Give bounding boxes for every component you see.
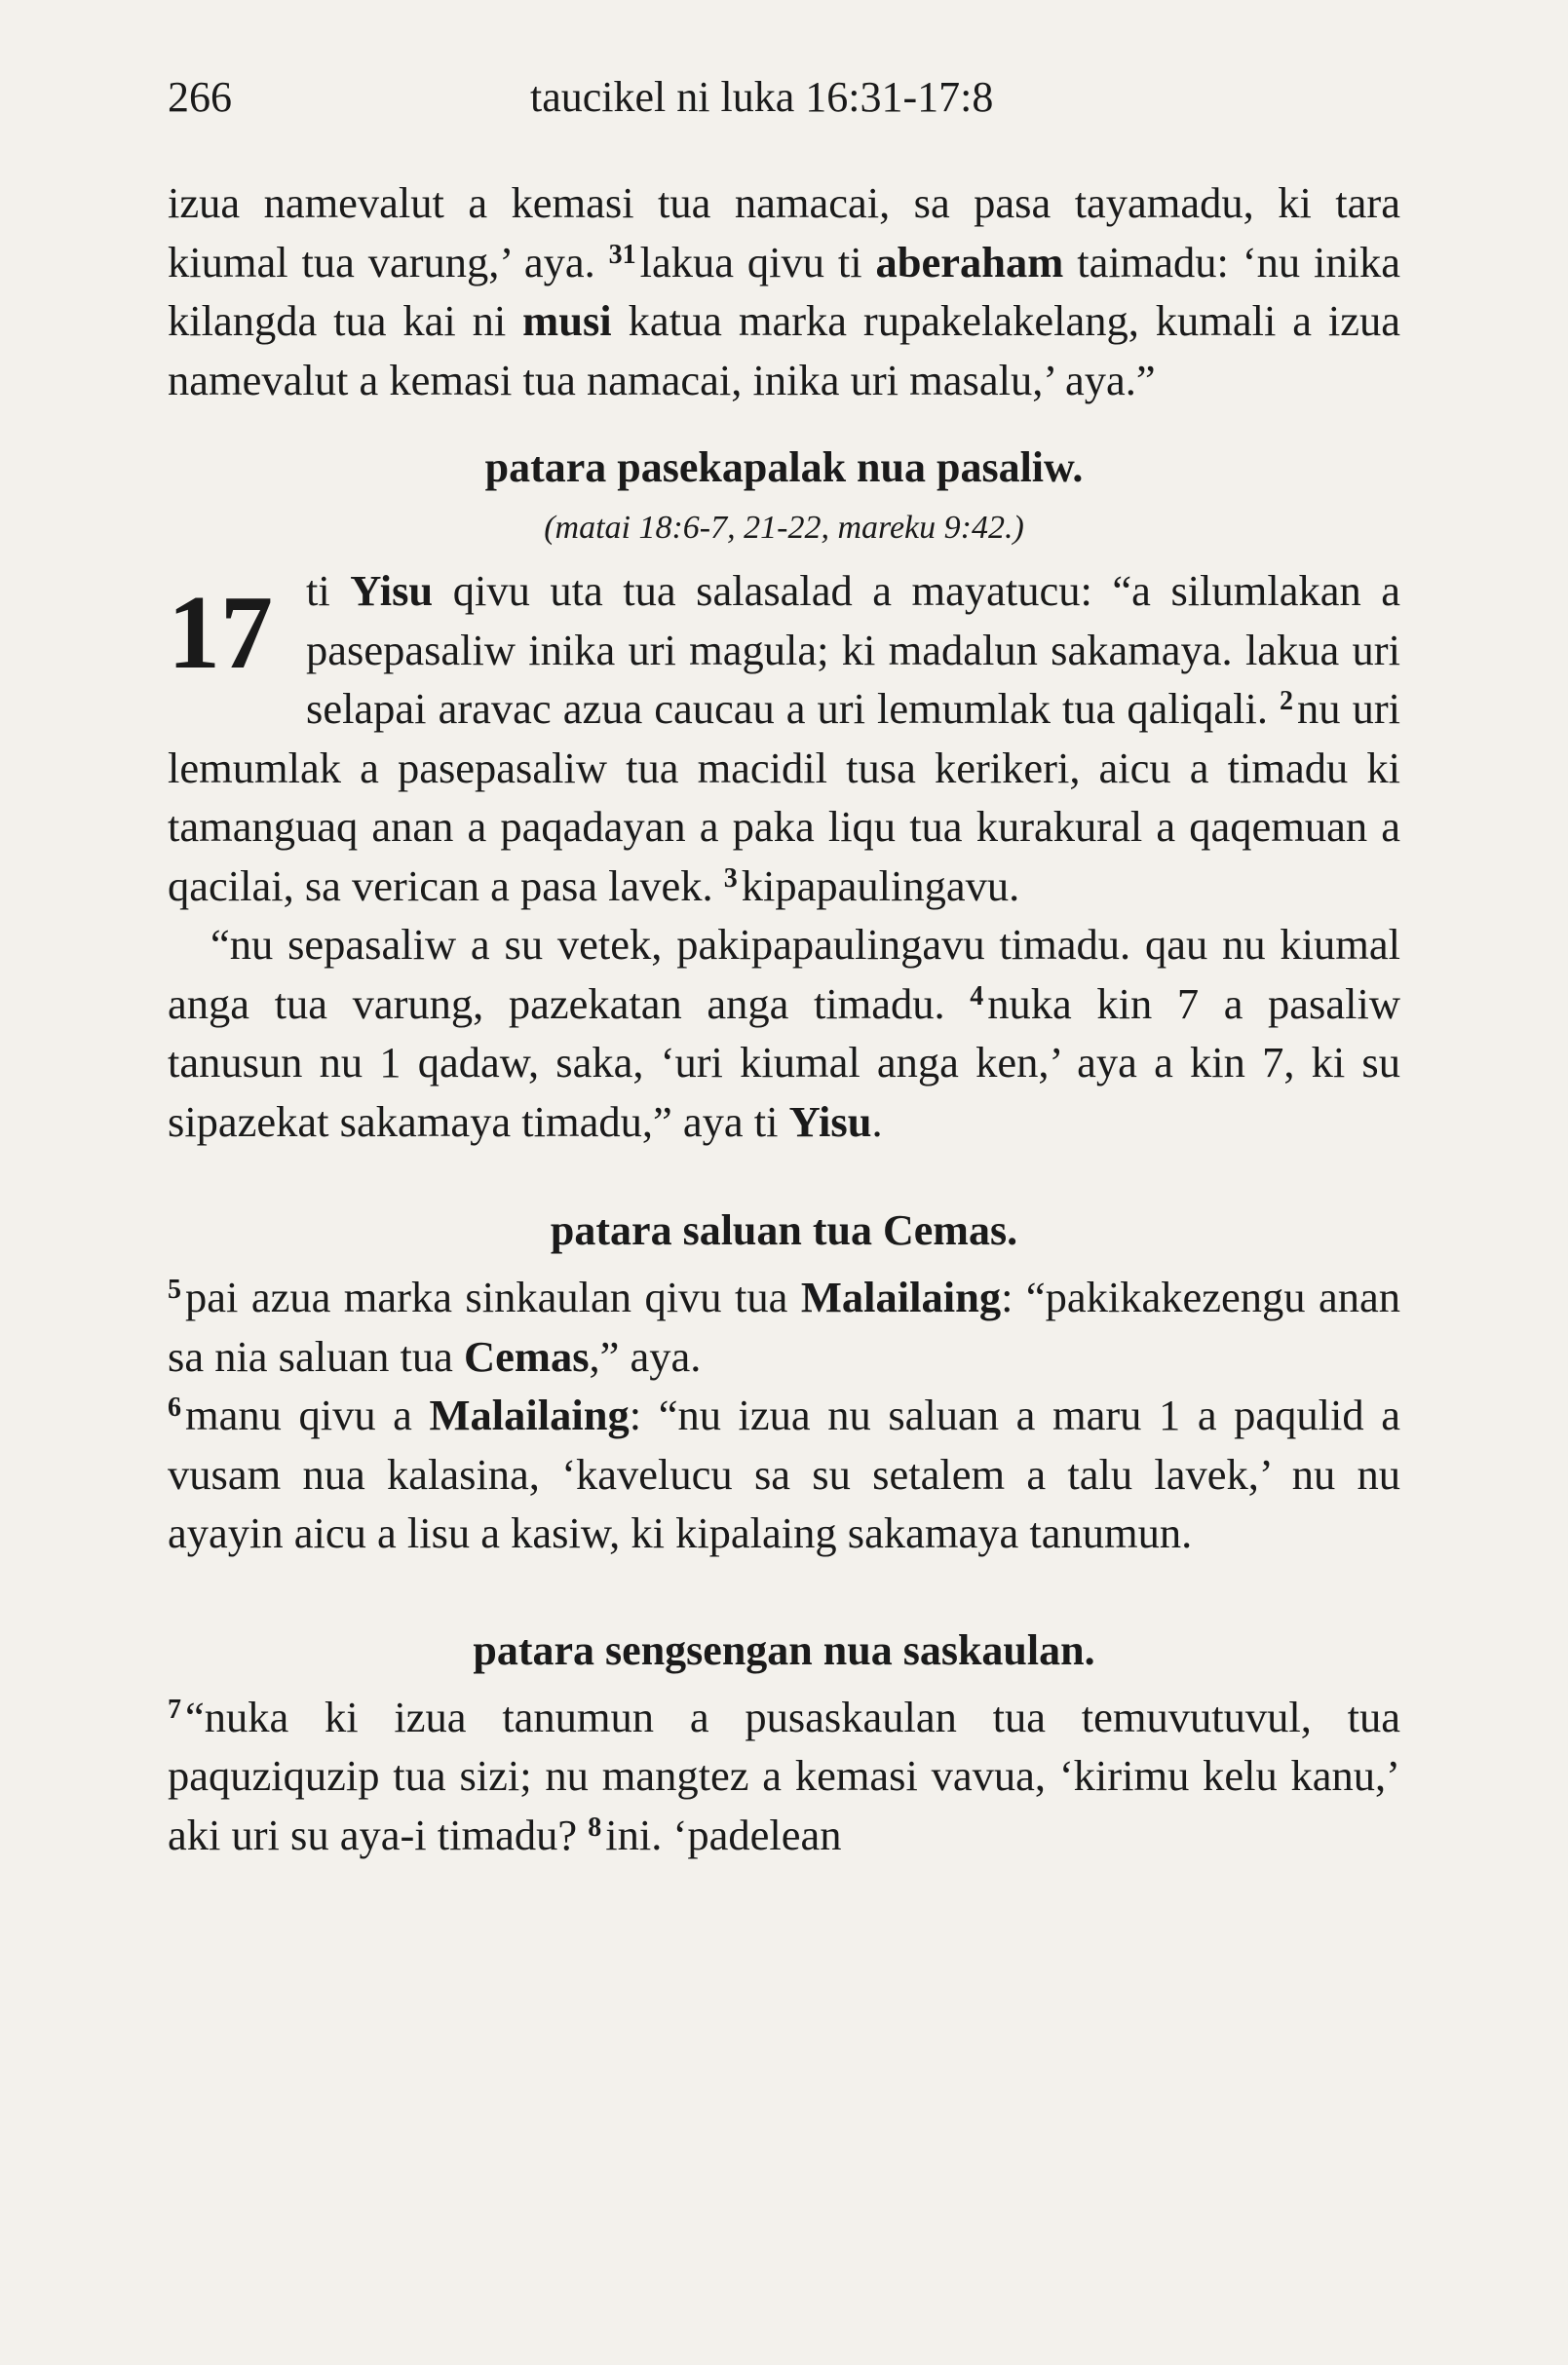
- text-run: nu uri lemumlak a pasepasaliw tua macidil tusa kerikeri, aicu a timadu ki tamanguaq anan a paqadayan a paka liqu tua kurakural a qaqemuan a qacilai, sa verican a pasa lavek.: [168, 684, 1400, 910]
- text-run: nuka kin 7 a pasaliw tanusun nu 1 qadaw, saka, ‘uri kiumal anga ken,’ aya a kin 7, ki su sipazekat sakamaya timadu,” aya ti: [168, 978, 1400, 1146]
- text-run: manu qivu a: [185, 1391, 430, 1439]
- paragraph-17-6: [168, 1386, 1400, 1563]
- verse-number: 6: [168, 1392, 181, 1423]
- verse-number: 2: [1280, 686, 1294, 716]
- text-run: izua namevalut a kemasi tua namacai, sa pasa tayamadu, ki tara kiumal tua varung,’ aya.: [168, 178, 1400, 286]
- text-run: : “nu izua nu saluan a maru 1 a paqulid a vusam nua kalasina, ‘kavelucu sa su setalem a talu lavek,’ nu nu ayayin aicu a lisu a kasiw, ki kipalaing sakamaya tanumun.: [168, 1391, 1400, 1557]
- text-run: kipapaulingavu.: [741, 860, 1020, 910]
- page-body: [168, 173, 1400, 1864]
- text-run: ini. ‘padelean: [605, 1810, 842, 1859]
- paragraph-17-1: [168, 561, 1400, 915]
- name-musi: musi: [522, 296, 612, 345]
- name-yisu: Yisu: [788, 1096, 872, 1146]
- paragraph-17-3b: [168, 915, 1400, 1151]
- section-cross-reference: (matai 18:6-7, 21-22, mareku 9:42.): [544, 510, 1024, 546]
- section-heading: patara pasekapalak nua pasaliw.: [484, 443, 1084, 491]
- verse-number: 7: [168, 1694, 181, 1725]
- paragraph-17-7: [168, 1688, 1400, 1865]
- text-run: ,” aya.: [589, 1331, 702, 1381]
- page-number: 266: [168, 73, 232, 121]
- name-yisu: Yisu: [350, 566, 434, 615]
- chapter-number: 17: [168, 575, 273, 691]
- text-run: lakua qivu ti: [639, 237, 876, 286]
- name-cemas: Cemas: [463, 1331, 590, 1381]
- name-malailaing: Malailaing: [800, 1273, 1002, 1321]
- text-run: taimadu: ‘nu inika kilangda tua kai ni: [168, 237, 1400, 345]
- verse-number: 5: [168, 1275, 181, 1305]
- paragraph-17-5: [168, 1268, 1400, 1386]
- text-run: “nu sepasaliw a su vetek, pakipapaulingavu timadu. qau nu kiumal anga tua varung, pazekatan anga timadu.: [168, 920, 1400, 1028]
- text-run: ti: [306, 566, 351, 615]
- verse-number: 31: [608, 239, 636, 270]
- text-run: qivu uta tua salasalad a mayatucu: “a silumlakan a pasepasaliw inika uri magula; ki madalun sakamaya. lakua uri selapai aravac azua caucau a uri lemumlak tua qaliqali.: [306, 566, 1400, 733]
- verse-number: 8: [588, 1812, 602, 1843]
- text-run: .: [871, 1096, 883, 1146]
- text-run: “nuka ki izua tanumun a pusaskaulan tua temuvutuvul, tua paquziquzip tua sizi; nu mangtez a kemasi vavua, ‘kirimu kelu kanu,’ aki uri su aya-i timadu?: [168, 1692, 1400, 1859]
- running-head: [168, 68, 1400, 127]
- text-run: katua marka rupakelakelang, kumali a izua namevalut a kemasi tua namacai, inika uri masalu,’ aya.”: [168, 296, 1400, 404]
- section-heading: patara saluan tua Cemas.: [550, 1206, 1018, 1254]
- verse-number: 4: [970, 980, 984, 1011]
- text-run: : “pakikakezengu anan sa nia saluan tua: [168, 1273, 1400, 1381]
- text-run: pai azua marka sinkaulan qivu tua: [185, 1273, 801, 1321]
- verse-number: 3: [723, 862, 738, 894]
- paragraph-16-30: [168, 173, 1400, 409]
- section-heading: patara sengsengan nua saskaulan.: [473, 1625, 1095, 1674]
- name-malailaing: Malailaing: [429, 1391, 630, 1439]
- name-abraham: aberaham: [875, 237, 1064, 286]
- running-head-title: taucikel ni luka 16:31-17:8: [530, 73, 994, 121]
